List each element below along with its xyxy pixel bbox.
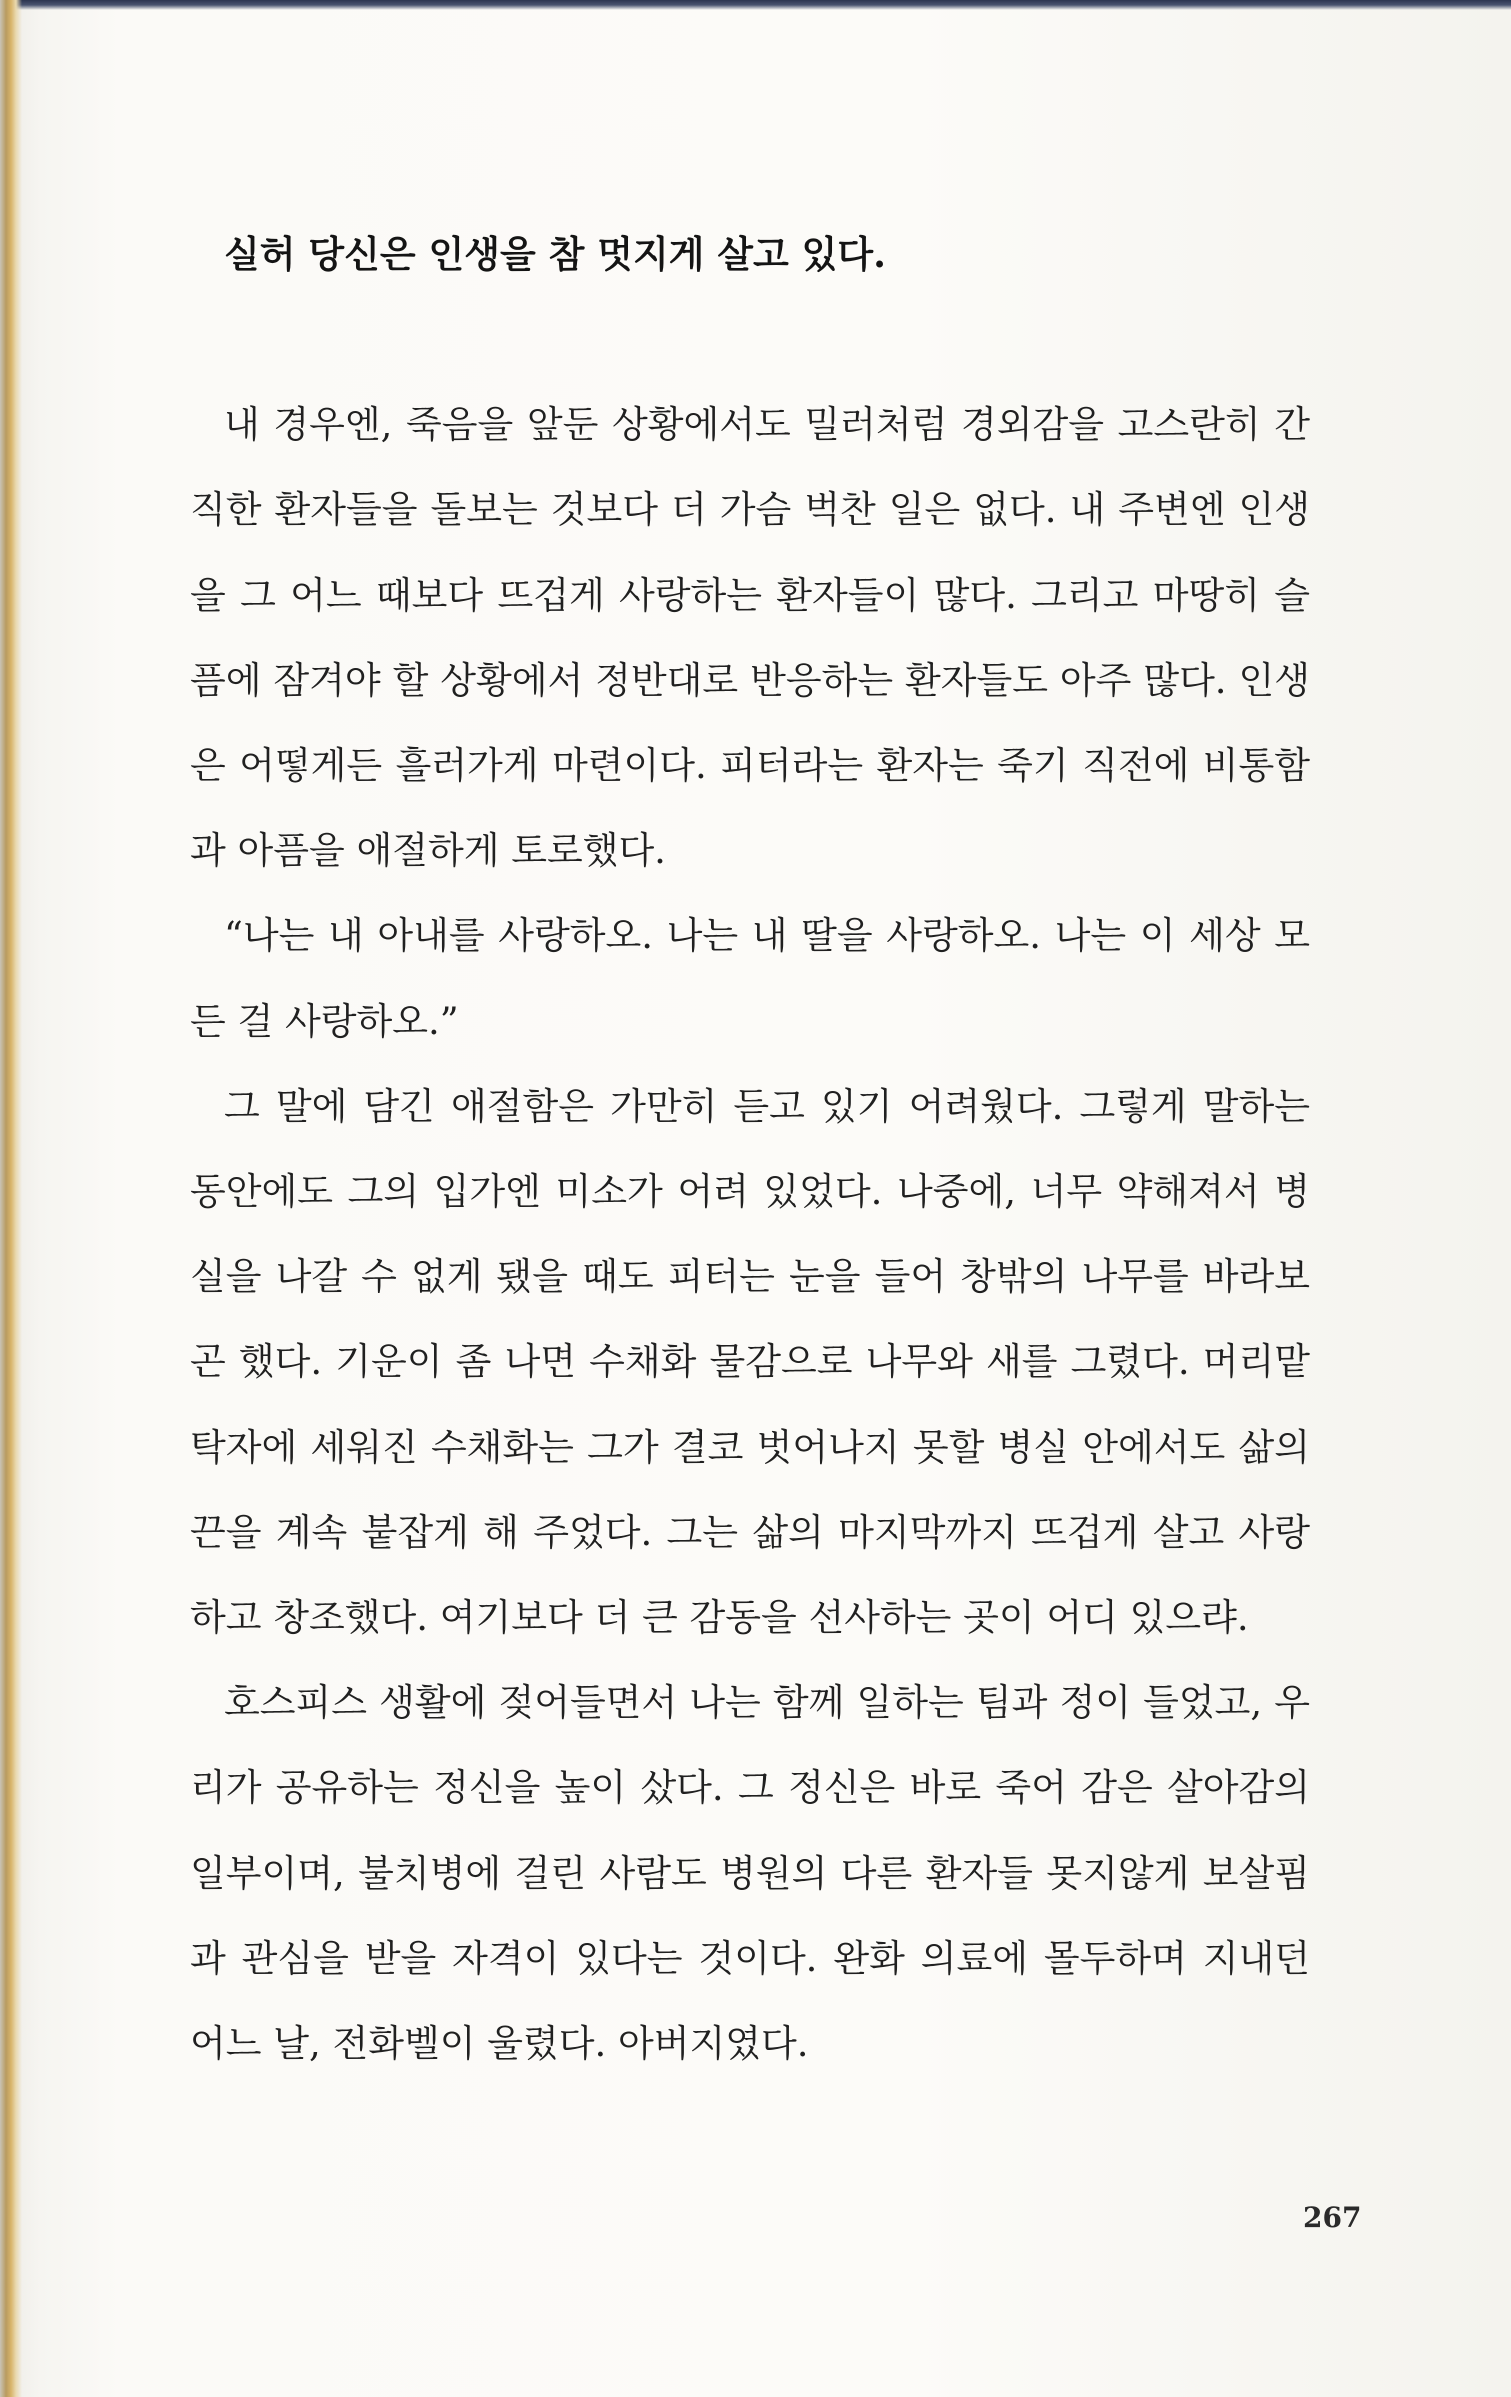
body-text bbox=[190, 212, 1310, 2086]
quote-paragraph: “나는 내 아내를 사랑하오. 나는 내 딸을 사랑하오. 나는 이 세상 모든 걸 사랑하오.” bbox=[190, 914, 1310, 1043]
paragraph: 그 말에 담긴 애절함은 가만히 듣고 있기 어려웠다. 그렇게 말하는 동안에도 그의 입가엔 미소가 어려 있었다. 나중에, 너무 약해져서 병실을 나갈 수 없게 됐을 때도 피터는 눈을 들어 창밖의 나무를 바라보곤 했다. 기운이 좀 나면 수채화 물감으로 나무와 새를 그렸다. 머리맡 탁자에 세워진 수채화는 그가 결코 벗어나지 못할 병실 안에서도 삶의 끈을 계속 붙잡게 해 주었다. 그는 삶의 마지막까지 뜨겁게 살고 사랑하고 창조했다. 여기보다 더 큰 감동을 선사하는 곳이 어디 있으랴. bbox=[190, 1084, 1310, 1640]
top-cover-edge bbox=[0, 0, 1511, 10]
book-spine-edge bbox=[0, 0, 22, 2397]
page-number: 267 bbox=[1303, 2201, 1362, 2234]
opening-line: 실허 당신은 인생을 참 멋지게 살고 있다. bbox=[224, 232, 887, 276]
paragraph: 내 경우엔, 죽음을 앞둔 상황에서도 밀러처럼 경외감을 고스란히 간직한 환자들을 돌보는 것보다 더 가슴 벅찬 일은 없다. 내 주변엔 인생을 그 어느 때보다 뜨겁게 사랑하는 환자들이 많다. 그리고 마땅히 슬픔에 잠겨야 할 상황에서 정반대로 반응하는 환자들도 아주 많다. 인생은 어떻게든 흘러가게 마련이다. 피터라는 환자는 죽기 직전에 비통함과 아픔을 애절하게 토로했다. bbox=[190, 403, 1310, 873]
paragraph: 호스피스 생활에 젖어들면서 나는 함께 일하는 팀과 정이 들었고, 우리가 공유하는 정신을 높이 샀다. 그 정신은 바로 죽어 감은 살아감의 일부이며, 불치병에 걸린 사람도 병원의 다른 환자들 못지않게 보살핌과 관심을 받을 자격이 있다는 것이다. 완화 의료에 몰두하며 지내던 어느 날, 전화벨이 울렸다. 아버지였다. bbox=[190, 1681, 1310, 2066]
